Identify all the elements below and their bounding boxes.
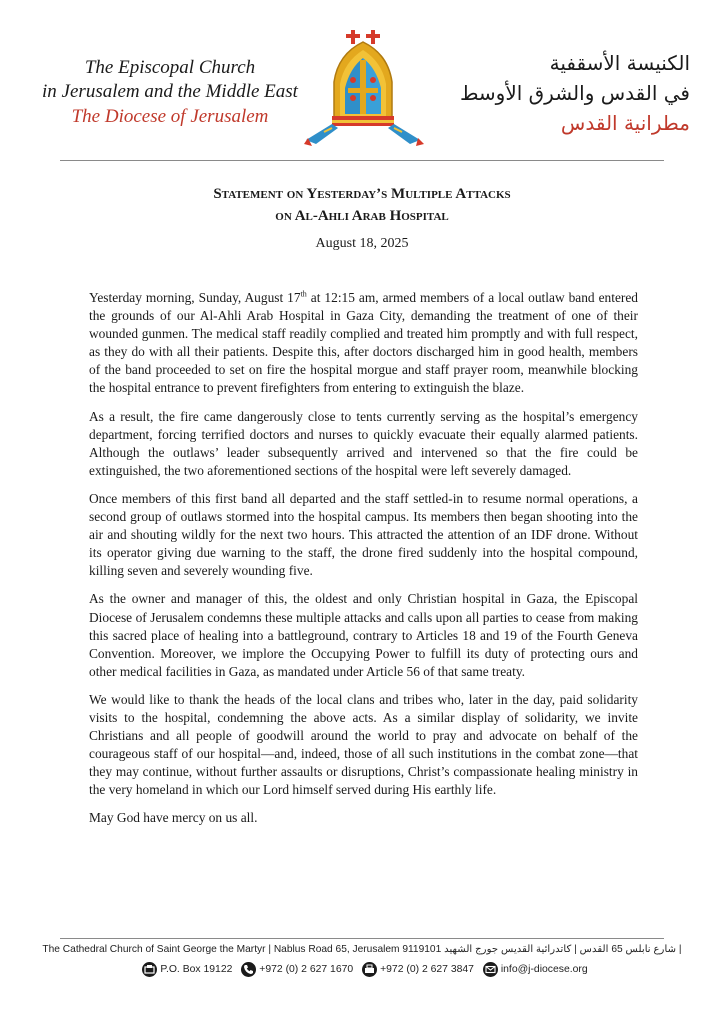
paragraph-1: Yesterday morning, Sunday, August 17th at 12:15 am, armed members of a local outlaw band entered the grounds of our Al-Ahli Arab Hospital in Gaza City, demanding the treatment of one of their wounded gunmen. The medical staff readily complied and treated him promptly and with full respect, as they do with all their patients. Despite this, after doctors discharged him in good health, members of the band proceeded to set on fire the hospital morgue and staff prayer room, meanwhile blocking the hospital entrance to prevent firefighters from entering to extinguish the blaze. [89,289,639,396]
footer-address-english: The Cathedral Church of Saint George the Martyr | Nablus Road 65, Jerusalem 9119101 [42,944,442,955]
church-name-line1: The Episcopal Church [84,57,256,78]
statement-title-line1: Statement on Yesterday’s Multiple Attacks [213,186,511,202]
footer-address [40,944,684,955]
church-name-arabic-line1: الكنيسة الأسقفية [549,51,690,75]
church-name-arabic-line2: في القدس والشرق الأوسط [459,81,690,105]
po-box-icon [142,962,157,977]
statement-title-line2: on Al-Ahli Arab Hospital [275,208,449,224]
statement-body [89,289,638,838]
statement-date: August 18, 2025 [315,236,409,251]
email-link[interactable]: info@j-diocese.org [500,964,588,975]
diocese-name-arabic: مطرانية القدس [560,111,690,135]
paragraph-4: As the owner and manager of this, the oldest and only Christian hospital in Gaza, the Episcopal Diocese of Jerusalem condemns these multiple attacks and calls upon all parties to cease from making this sacred place of healing into a battleground, contrary to Articles 18 and 19 of the Fourth Geneva Convention. Moreover, we implore the Occupying Power to fulfill its duty of protecting ours and other medical facilities in Gaza, as mandated under Article 56 of that same treaty. [89,591,638,679]
footer-contacts [40,962,684,977]
paragraph-5: We would like to thank the heads of the local clans and tribes who, later in the day, paid solidarity visits to the hospital, condemning the above acts. As a similar display of solidarity, we invite Christians and all people of goodwill around the world to pray and advocate on behalf of the courageous staff of our hospital—and, indeed, those of all such institutions in the combat zone—that they may continue, without further assaults or disruptions, Christ’s compassionate healing ministry in the very homeland in which our Lord himself served during His earthly life. [89,691,638,798]
paragraph-3: Once members of this first band all departed and the staff settled-in to resume normal operations, a second group of outlaws stormed into the hospital campus. Its members then began shooting into the air and shouting wildly for the next two hours. This attracted the attention of an IDF drone. Without its operator giving due warning to the staff, the drone fired suddenly into the hospital compound, killing seven and severely wounding five. [89,490,638,579]
header-divider [60,160,664,161]
fax-number[interactable]: +972 (0) 2 627 3847 [380,964,474,975]
phone-number[interactable]: +972 (0) 2 627 1670 [259,964,354,975]
header-english [40,56,300,130]
paragraph-2: As a result, the fire came dangerously close to tents currently serving as the hospital’s emergency department, forcing terrified doctors and nurses to quickly evacuate their equally alarmed patients. Although the outlaws’ leader subsequently arrived and intervened so that the fire could be extinguished, the two aforementioned sections of the hospital were left severely damaged. [89,408,638,478]
phone-icon [241,962,256,977]
fax-icon [362,962,377,977]
church-name-line2: in Jerusalem and the Middle East [42,81,298,102]
header-arabic [440,48,690,138]
po-box-text: P.O. Box 19122 [160,964,233,975]
paragraph-6: May God have mercy on us all. [89,810,258,826]
email-icon [483,962,498,977]
footer-divider [60,938,664,939]
statement-title [60,183,664,227]
mitre-emblem-icon [298,28,430,146]
diocese-name: The Diocese of Jerusalem [71,106,269,127]
footer-address-arabic: | شارع نابلس 65 القدس | كاتدرائية القديس جورج الشهيد [444,944,682,955]
ordinal-suffix: th [300,289,307,299]
